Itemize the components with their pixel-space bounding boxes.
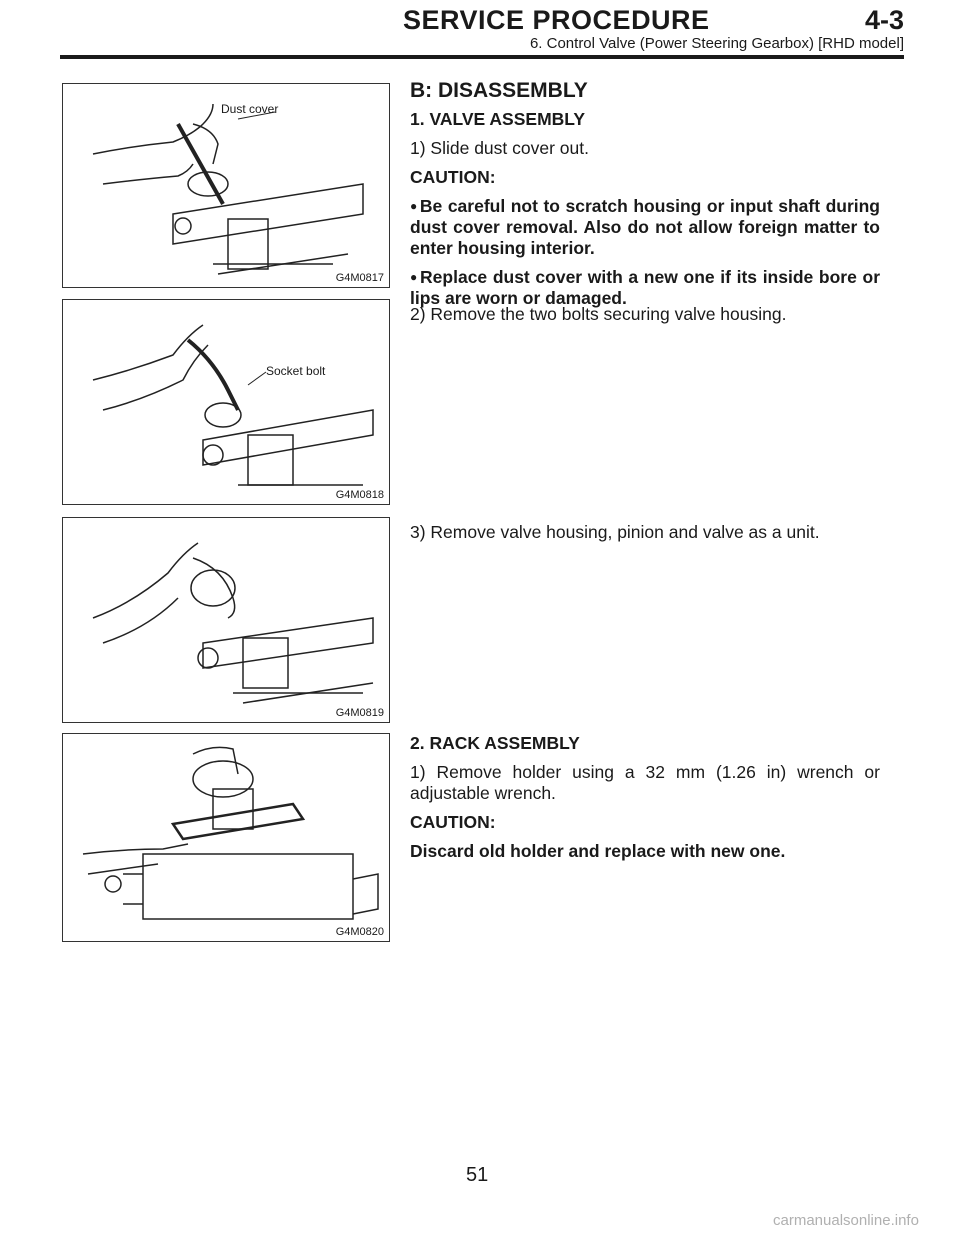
section-rack-assembly	[410, 733, 880, 870]
socket-bolt-illustration	[63, 300, 389, 504]
page-number: 51	[466, 1164, 489, 1186]
rack-holder-illustration	[63, 734, 389, 941]
section-disassembly	[410, 80, 880, 317]
watermark: carmanualsonline.info	[773, 1212, 919, 1229]
step-text: 2) Remove the two bolts securing valve housing.	[410, 304, 787, 324]
valve-housing-illustration	[63, 518, 389, 722]
step-text: 1) Remove holder using a 32 mm (1.26 in) wrench or adjustable wrench.	[410, 762, 880, 803]
caution-bullet: ● Be careful not to scratch housing or input shaft during dust cover removal. Also do not allow foreign matter to enter housing interior.	[410, 196, 880, 259]
figure-id: G4M0819	[335, 707, 384, 719]
step-text: 1) Slide dust cover out.	[410, 138, 589, 158]
figure-dust-cover	[62, 83, 390, 288]
figure-callout: Socket bolt	[266, 364, 326, 378]
caution-text: Discard old holder and replace with new one.	[410, 841, 786, 861]
caution-bullet: ● Replace dust cover with a new one if its inside bore or lips are worn or damaged.	[410, 267, 880, 309]
header-rule	[60, 55, 904, 59]
figure-callout: Dust cover	[221, 102, 279, 116]
step-text: 3) Remove valve housing, pinion and valve as a unit.	[410, 522, 820, 542]
figure-rack-holder	[62, 733, 390, 942]
header-subtitle: 6. Control Valve (Power Steering Gearbox) [RHD model]	[529, 35, 904, 52]
caution-label: CAUTION:	[410, 812, 496, 832]
step-block	[410, 522, 880, 551]
subsection-title: 1. VALVE ASSEMBLY	[410, 109, 586, 129]
caution-label: CAUTION:	[410, 167, 496, 187]
figure-socket-bolt	[62, 299, 390, 505]
figure-id: G4M0817	[335, 272, 384, 284]
header-section-number: 4-3	[864, 5, 904, 35]
page-header	[60, 0, 904, 62]
header-title: SERVICE PROCEDURE	[403, 5, 710, 35]
step-block	[410, 304, 880, 333]
figure-id: G4M0820	[335, 926, 384, 938]
subsection-title: 2. RACK ASSEMBLY	[410, 733, 580, 753]
figure-valve-housing	[62, 517, 390, 723]
figure-id: G4M0818	[335, 489, 384, 501]
section-heading: B: DISASSEMBLY	[410, 79, 588, 102]
